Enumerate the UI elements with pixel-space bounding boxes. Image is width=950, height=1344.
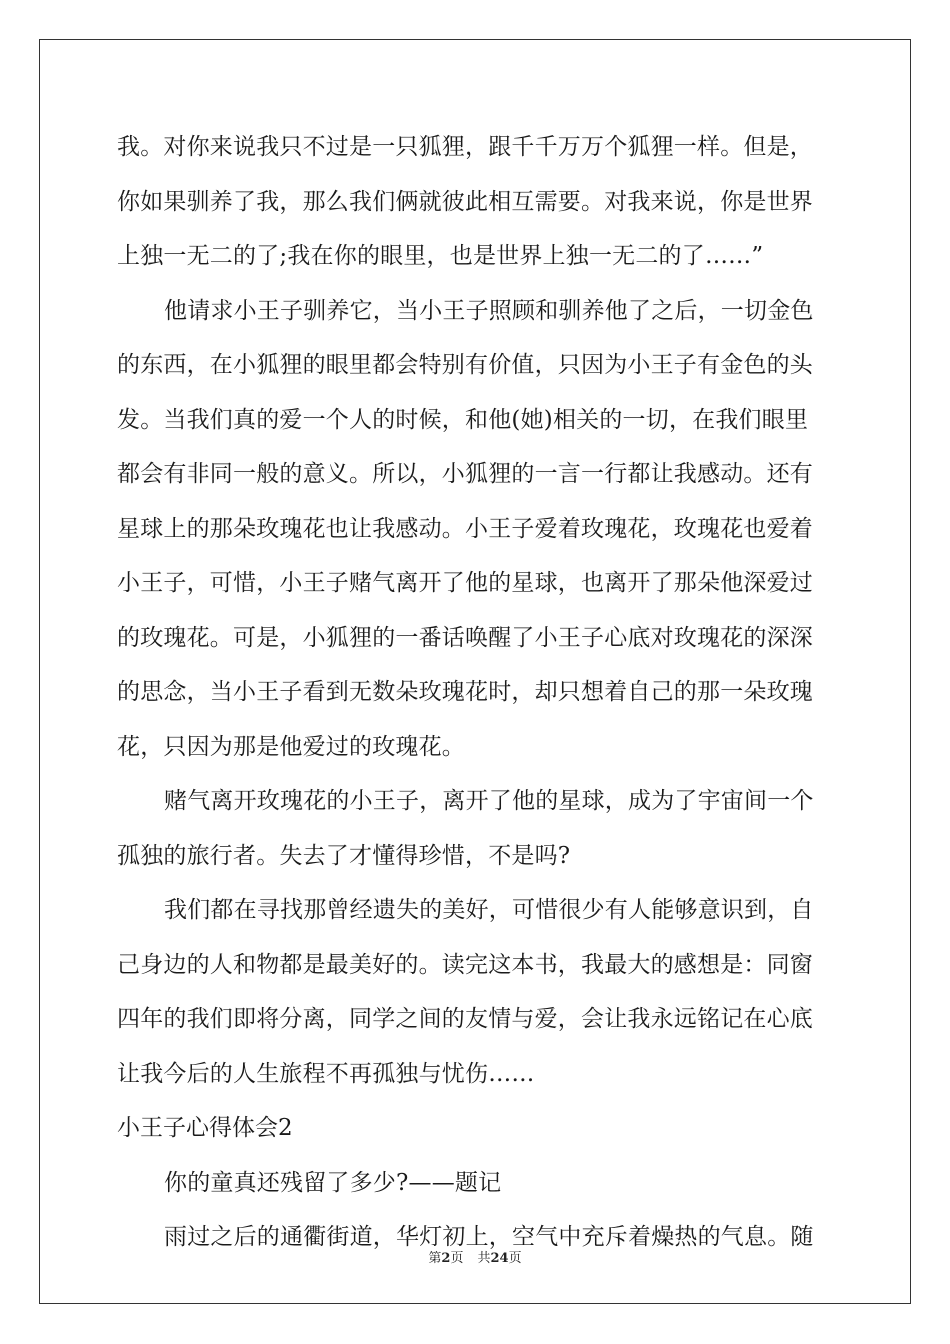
total-prefix: 共 bbox=[477, 1251, 491, 1266]
paragraph-line: 上独一无二的了;我在你的眼里，也是世界上独一无二的了……” bbox=[117, 243, 764, 269]
paragraph-line: 花，只因为那是他爱过的玫瑰花。 bbox=[117, 733, 465, 760]
paragraph-line: 他请求小王子驯养它，当小王子照顾和驯养他了之后，一切金色 bbox=[164, 297, 814, 324]
paragraph-line: 小王子，可惜，小王子赌气离开了他的星球，也离开了那朵他深爱过 bbox=[117, 570, 813, 596]
page-footer bbox=[0, 1247, 950, 1266]
paragraph-line: 孤独的旅行者。失去了才懂得珍惜，不是吗? bbox=[117, 842, 571, 869]
paragraph-line: 我。对你来说我只不过是一只狐狸，跟千千万万个狐狸一样。但是， bbox=[117, 134, 813, 160]
page-prefix: 第 bbox=[428, 1251, 442, 1266]
paragraph-line: 的玫瑰花。可是，小狐狸的一番话唤醒了小王子心底对玫瑰花的深深 bbox=[117, 624, 813, 651]
paragraph-line: 我们都在寻找那曾经遗失的美好，可惜很少有人能够意识到，自 bbox=[164, 897, 814, 923]
paragraph-line: 让我今后的人生旅程不再孤独与忧伤…… bbox=[117, 1060, 535, 1087]
paragraph-line: 雨过之后的通衢街道，华灯初上，空气中充斥着燥热的气息。随 bbox=[164, 1224, 814, 1250]
document-body bbox=[117, 120, 835, 1265]
total-suffix: 页 bbox=[508, 1251, 522, 1266]
total-pages: 24 bbox=[490, 1251, 509, 1266]
section-heading: 小王子心得体会2 bbox=[117, 1115, 293, 1141]
paragraph-line: 己身边的人和物都是最美好的。读完这本书，我最大的感想是：同窗 bbox=[117, 951, 813, 978]
paragraph-line: 的东西，在小狐狸的眼里都会特别有价值，只因为小王子有金色的头 bbox=[117, 352, 813, 378]
paragraph-line: 四年的我们即将分离，同学之间的友情与爱，会让我永远铭记在心底 bbox=[117, 1006, 813, 1032]
page-number: 2 bbox=[441, 1251, 451, 1266]
paragraph-line: 赌气离开玫瑰花的小王子，离开了他的星球，成为了宇宙间一个 bbox=[164, 788, 814, 814]
paragraph-line: 的思念，当小王子看到无数朵玫瑰花时，却只想着自己的那一朵玫瑰 bbox=[117, 679, 813, 705]
paragraph-line: 发。当我们真的爱一个人的时候，和他(她)相关的一切，在我们眼里 bbox=[117, 406, 809, 433]
paragraph-line: 星球上的那朵玫瑰花也让我感动。小王子爱着玫瑰花，玫瑰花也爱着 bbox=[117, 515, 813, 542]
paragraph-line: 你的童真还残留了多少?——题记 bbox=[164, 1169, 502, 1196]
page-suffix: 页 bbox=[450, 1251, 464, 1266]
paragraph-line: 都会有非同一般的意义。所以，小狐狸的一言一行都让我感动。还有 bbox=[117, 461, 813, 487]
paragraph-line: 你如果驯养了我，那么我们俩就彼此相互需要。对我来说，你是世界 bbox=[117, 188, 813, 215]
